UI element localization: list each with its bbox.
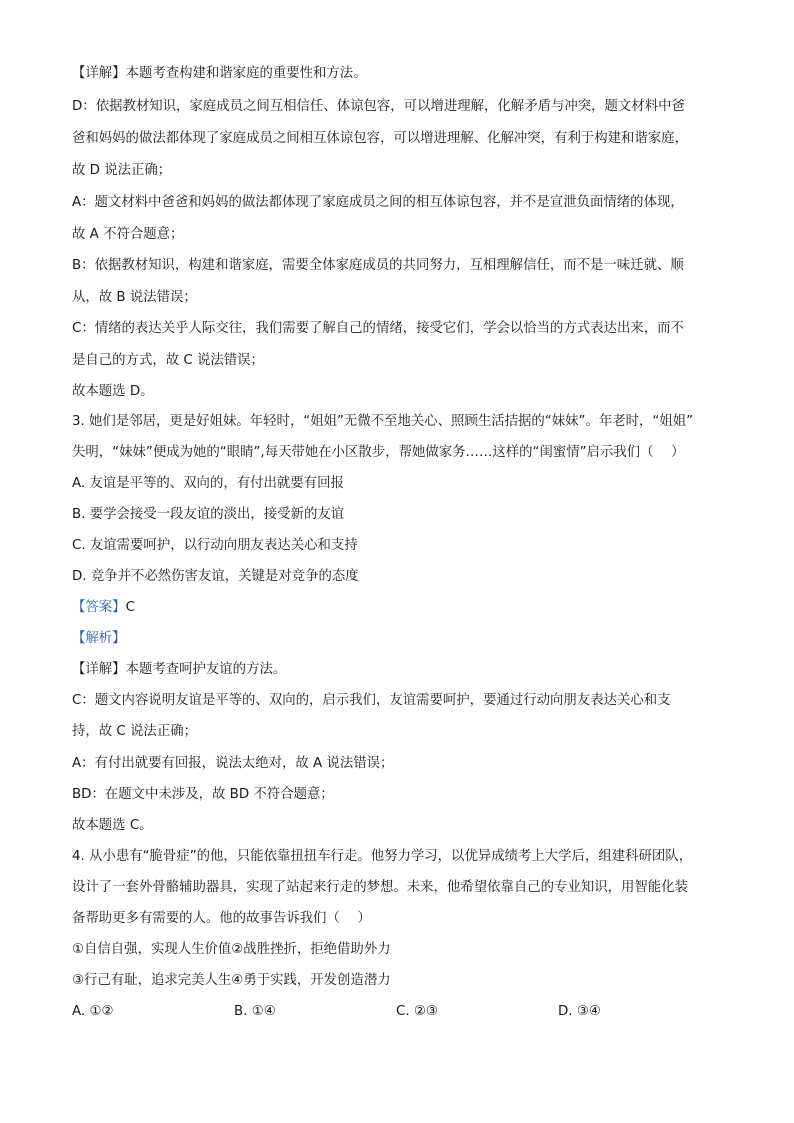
conclusion: 故本题选 D。 [72,384,154,399]
question-3-line2: 失明，“妹妹”便成为她的“眼睛”,每天带她在小区散步，帮她做家务……这样的“闺蜜情”启示我们（ ） [72,445,685,460]
detail-heading: 【详解】本题考查构建和谐家庭的重要性和方法。 [72,66,367,81]
question-3-option-c: C. 友谊需要呵护，以行动向朋友表达关心和支持 [72,538,358,553]
q3-analysis-bd: BD：在题文中未涉及，故 BD 不符合题意； [72,787,334,802]
question-3-line1: 3. 她们是邻居，更是好姐妹。年轻时，“姐姐”无微不至地关心、照顾生活拮据的“妹妹”。年老时，“姐姐” [72,414,694,429]
question-4-statements-2: ③行己有耻，追求完美人生④勇于实践，开发创造潜力 [72,973,391,988]
analysis-b-line1: B：依据教材知识，构建和谐家庭，需要全体家庭成员的共同努力，互相理解信任，而不是一味迁就、顺 [72,258,684,273]
analysis-c-line2: 是自己的方式，故 C 说法错误； [72,353,264,368]
analysis-row [72,629,732,649]
question-4-option-d: D. ③④ [558,1004,601,1019]
analysis-c-line1: C：情绪的表达关乎人际交往，我们需要了解自己的情绪，接受它们，学会以恰当的方式表达出来，而不 [72,321,684,336]
question-4-statements-1: ①自信自强，实现人生价值②战胜挫折，拒绝借助外力 [72,942,391,957]
question-3-option-d: D. 竞争并不必然伤害友谊，关键是对竞争的态度 [72,569,359,584]
analysis-a-line1: A：题文材料中爸爸和妈妈的做法都体现了家庭成员之间的相互体谅包容，并不是宣泄负面情绪的体现， [72,195,684,210]
question-3-option-a: A. 友谊是平等的、双向的，有付出就要有回报 [72,476,344,491]
detail-heading-q3: 【详解】本题考查呵护友谊的方法。 [72,662,287,677]
question-4-line2: 设计了一套外骨骼辅助器具，实现了站起来行走的梦想。未来，他希望依靠自己的专业知识，用智能化装 [72,880,688,895]
analysis-d-line1: D：依据教材知识，家庭成员之间互相信任、体谅包容，可以增进理解，化解矛盾与冲突，题文材料中爸 [72,99,685,114]
question-4-option-a: A. ①② [72,1004,114,1019]
question-4-line1: 4. 从小患有“脆骨症”的他，只能依靠扭扭车行走。他努力学习，以优异成绩考上大学后，组建科研团队， [72,849,693,864]
question-4-line3: 备帮助更多有需要的人。他的故事告诉我们（ ） [72,911,371,926]
question-4-option-c: C. ②③ [396,1004,438,1019]
analysis-a-line2: 故 A 不符合题意； [72,227,184,242]
answer-row [72,598,732,618]
analysis-label: 【解析】 [72,631,126,646]
q3-analysis-c-line1: C：题文内容说明友谊是平等的、双向的，启示我们，友谊需要呵护，要通过行动向朋友表达关心和支 [72,693,671,708]
analysis-b-line2: 从，故 B 说法错误； [72,290,197,305]
answer-label: 【答案】 [72,600,126,615]
q3-conclusion: 故本题选 C。 [72,818,153,833]
question-4-options [72,1002,732,1022]
analysis-d-line2: 爸和妈妈的做法都体现了家庭成员之间相互体谅包容，可以增进理解、化解冲突，有利于构建和谐家庭， [72,131,688,146]
q3-analysis-a: A：有付出就要有回报，说法太绝对，故 A 说法错误； [72,756,394,771]
question-3-option-b: B. 要学会接受一段友谊的淡出，接受新的友谊 [72,507,345,522]
q3-analysis-c-line2: 持，故 C 说法正确； [72,724,197,739]
question-4-option-b: B. ①④ [234,1004,276,1019]
answer-value: C [125,600,135,615]
analysis-d-line3: 故 D 说法正确； [72,163,172,178]
